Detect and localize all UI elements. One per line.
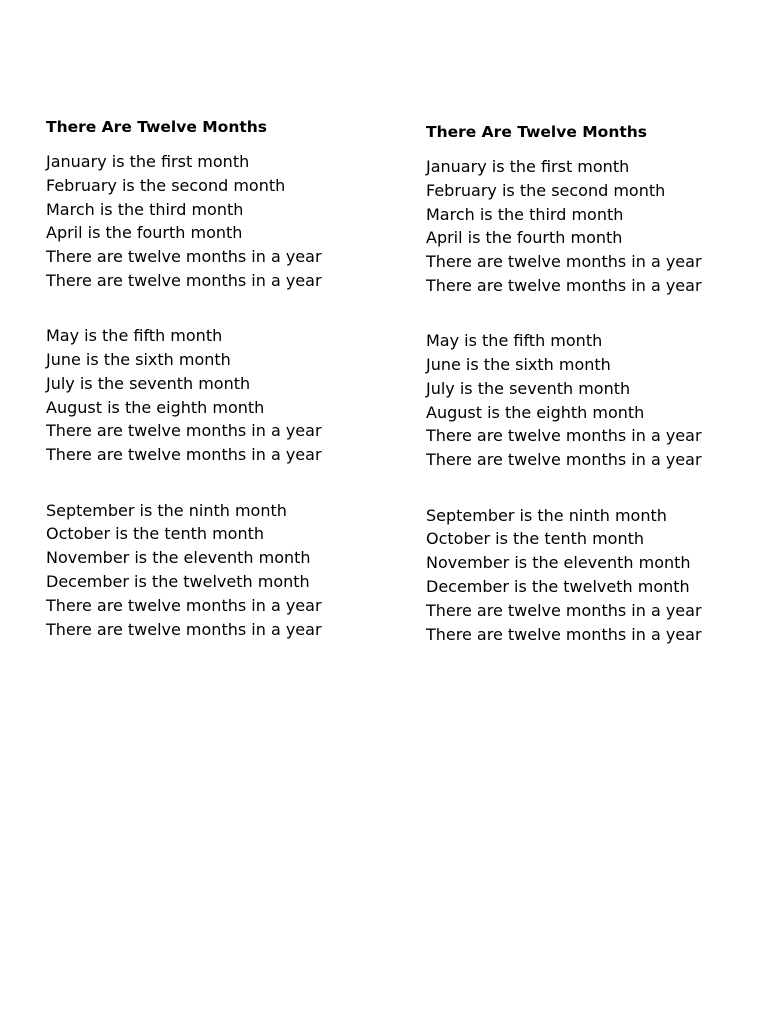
verse-line: December is the twelveth month <box>46 571 310 591</box>
verse-line: June is the sixth month <box>46 350 231 370</box>
verse-line: April is the fourth month <box>46 223 243 243</box>
verse-line: October is the tenth month <box>46 524 265 544</box>
song-title: There Are Twelve Months <box>46 118 268 136</box>
verse-3 <box>426 504 766 647</box>
verse-line: January is the first month <box>426 157 630 176</box>
verse-line: There are twelve months in a year <box>426 426 702 446</box>
verse-line: There are twelve months in a year <box>426 252 702 272</box>
verse-line: September is the ninth month <box>426 505 667 525</box>
verse-2 <box>426 329 766 472</box>
verse-line: February is the second month <box>426 180 666 200</box>
verse-line: There are twelve months in a year <box>426 275 702 295</box>
verse-2 <box>46 324 386 467</box>
verse-line: May is the fifth month <box>426 331 603 351</box>
verse-line: July is the seventh month <box>426 378 631 398</box>
verse-1 <box>426 155 766 298</box>
verse-line: March is the third month <box>426 204 624 224</box>
verse-line: There are twelve months in a year <box>46 421 322 441</box>
song-column-left <box>46 117 386 673</box>
verse-line: There are twelve months in a year <box>426 624 702 644</box>
verse-line: September is the ninth month <box>46 500 287 520</box>
verse-line: There are twelve months in a year <box>46 619 322 639</box>
verse-line: July is the seventh month <box>46 373 251 393</box>
verse-line: August is the eighth month <box>426 402 645 422</box>
verse-line: August is the eighth month <box>46 397 265 417</box>
verse-line: October is the tenth month <box>426 529 645 549</box>
verse-line: November is the eleventh month <box>426 553 691 573</box>
song-column-right <box>426 122 766 678</box>
verse-line: There are twelve months in a year <box>46 445 322 465</box>
verse-line: May is the fifth month <box>46 326 223 346</box>
verse-line: There are twelve months in a year <box>426 600 702 620</box>
verse-line: There are twelve months in a year <box>46 247 322 267</box>
verse-line: January is the first month <box>46 152 250 171</box>
verse-1 <box>46 150 386 293</box>
verse-line: There are twelve months in a year <box>46 270 322 290</box>
verse-line: April is the fourth month <box>426 228 623 248</box>
verse-line: June is the sixth month <box>426 355 611 375</box>
verse-line: February is the second month <box>46 175 286 195</box>
verse-3 <box>46 499 386 642</box>
verse-line: December is the twelveth month <box>426 576 690 596</box>
verse-line: There are twelve months in a year <box>426 450 702 470</box>
verse-line: November is the eleventh month <box>46 548 311 568</box>
verse-line: March is the third month <box>46 199 244 219</box>
song-title: There Are Twelve Months <box>426 123 648 141</box>
verse-line: There are twelve months in a year <box>46 595 322 615</box>
